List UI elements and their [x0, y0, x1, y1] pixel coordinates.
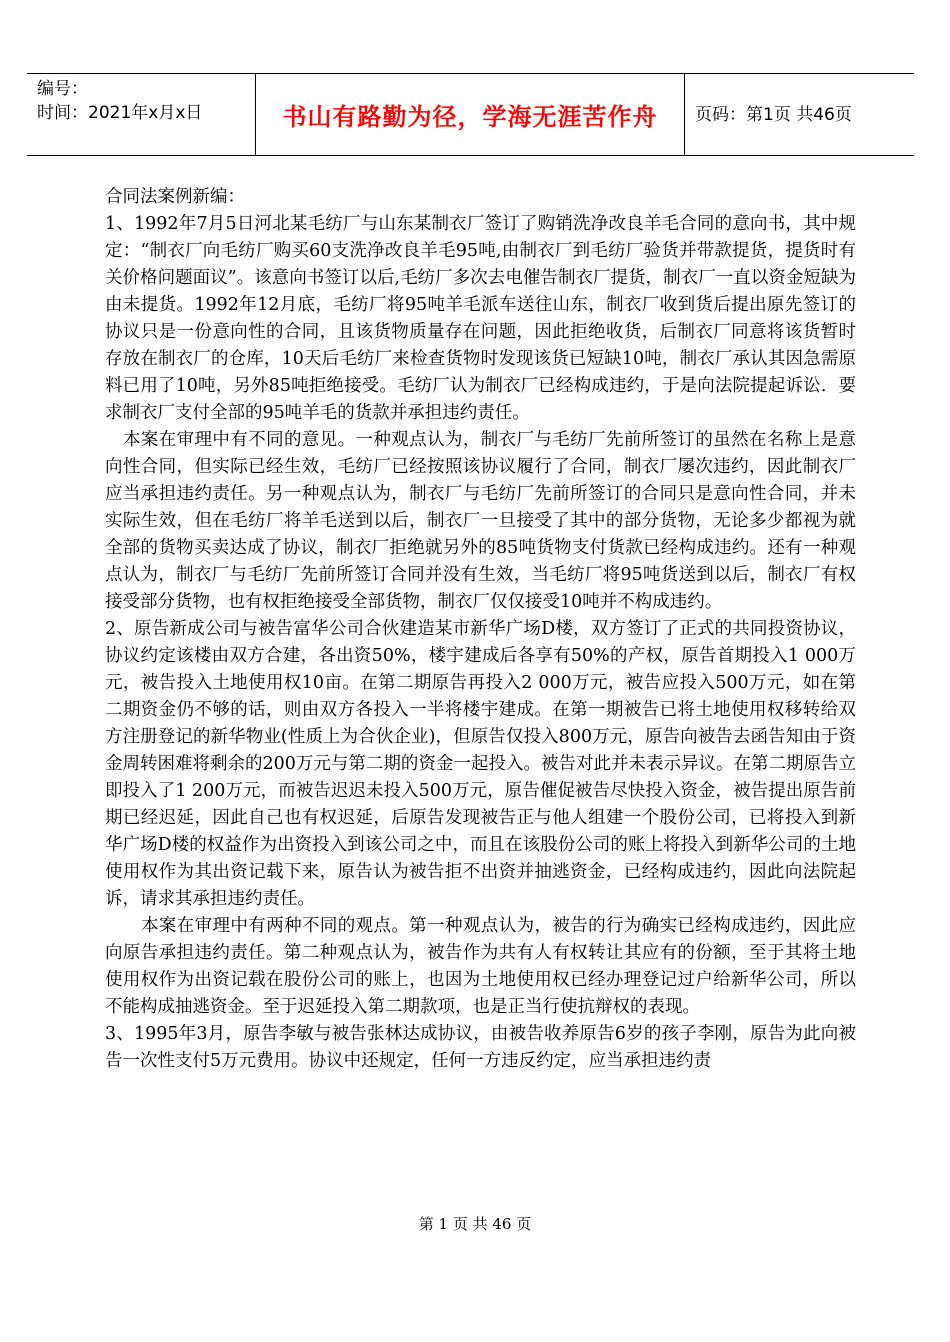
case-1-paragraph: 1、1992年7月5日河北某毛纺厂与山东某制衣厂签订了购销洗净改良羊毛合同的意向书，其中规定：“制衣厂向毛纺厂购买60支洗净改良羊毛95吨,由制衣厂到毛纺厂验货并带款提货，提货时有关价格问题面议”。该意向书签订以后,毛纺厂多次去电催告制衣厂提货，制衣厂一直以资金短缺为由未提货。1992年12月底，毛纺厂将95吨羊毛派车送往山东，制衣厂收到货后提出原先签订的协议只是一份意向性的合同，且该货物质量存在问题，因此拒绝收货，后制衣厂同意将该货暂时存放在制衣厂的仓库，10天后毛纺厂来检查货物时发现该货已短缺10吨，制衣厂承认其因急需原料已用了10吨，另外85吨拒绝接受。毛纺厂认为制衣厂已经构成违约，于是向法院提起诉讼．要求制衣厂支付全部的95吨羊毛的货款并承担违约责任。 — [105, 214, 856, 423]
case-1-analysis-paragraph: 本案在审理中有不同的意见。一种观点认为，制衣厂与毛纺厂先前所签订的虽然在名称上是意向性合同，但实际已经生效，毛纺厂已经按照该协议履行了合同，制衣厂屡次违约，因此制衣厂应当承担违约责任。另一种观点认为，制衣厂与毛纺厂先前所签订的合同只是意向性合同，并未实际生效，但在毛纺厂将羊毛送到以后，制衣厂一旦接受了其中的部分货物，无论多少都视为就全部的货物买卖达成了协议，制衣厂拒绝就另外的85吨货物支付货款已经构成违约。还有一种观点认为，制衣厂与毛纺厂先前所签订合同并没有生效，当毛纺厂将95吨货送到以后，制衣厂有权接受部分货物，也有权拒绝接受全部货物，制衣厂仅仅接受10吨并不构成违约。 — [105, 430, 856, 612]
case-2-analysis-paragraph: 本案在审理中有两种不同的观点。第一种观点认为，被告的行为确实已经构成违约，因此应向原告承担违约责任。第二种观点认为，被告作为共有人有权转让其应有的份额，至于其将土地使用权作为出资记载在股份公司的账上，也因为土地使用权已经办理登记过户给新华公司，所以不能构成抽逃资金。至于迟延投入第二期款项，也是正当行使抗辩权的表现。 — [105, 916, 856, 1017]
page-header — [27, 73, 914, 156]
case-2-paragraph: 2、原告新成公司与被告富华公司合伙建造某市新华广场D楼，双方签订了正式的共同投资协议，协议约定该楼由双方合建，各出资50%，楼宇建成后各享有50%的产权，原告首期投入1 000万元，被告投入土地使用权10亩。在第二期原告再投入2 000万元，被告应投入500万元，如在第二期资金仍不够的话，则由双方各投入一半将楼宇建成。在第一期被告已将土地使用权移转给双方注册登记的新华物业(性质上为合伙企业)，但原告仅投入800万元，原告向被告去函告知由于资金周转困难将剩余的200万元与第二期的资金一起投入。被告对此并未表示异议。在第二期原告立即投入了1 200万元，而被告迟迟未投入500万元，原告催促被告尽快投入资金，被告提出原告前期已经迟延，因此自己也有权迟延，后原告发现被告正与他人组建一个股份公司，已将投入到新华广场D楼的权益作为出资投入到该公司之中，而且在该股份公司的账上将投入到新华公司的土地使用权作为其出资记载下来，原告认为被告拒不出资并抽逃资金，已经构成违约，因此向法院起诉，请求其承担违约责任。 — [105, 619, 856, 909]
page-footer: 第 1 页 共 46 页 — [418, 1215, 532, 1233]
document-number-label: 编号： — [37, 79, 88, 99]
document-time-label: 时间：2021年x月x日 — [37, 103, 203, 123]
header-motto-cell — [256, 74, 685, 155]
document-body — [105, 184, 856, 1075]
page-info-label: 页码：第1页 共46页 — [695, 104, 852, 125]
header-left-cell — [27, 74, 256, 155]
document-heading: 合同法案例新编： — [105, 187, 245, 207]
motto-text: 书山有路勤为径，学海无涯苦作舟 — [282, 103, 658, 131]
header-right-cell — [685, 74, 914, 155]
case-3-paragraph: 3、1995年3月，原告李敏与被告张林达成协议，由被告收养原告6岁的孩子李刚，原告为此向被告一次性支付5万元费用。协议中还规定，任何一方违反约定，应当承担违约责 — [105, 1024, 856, 1071]
